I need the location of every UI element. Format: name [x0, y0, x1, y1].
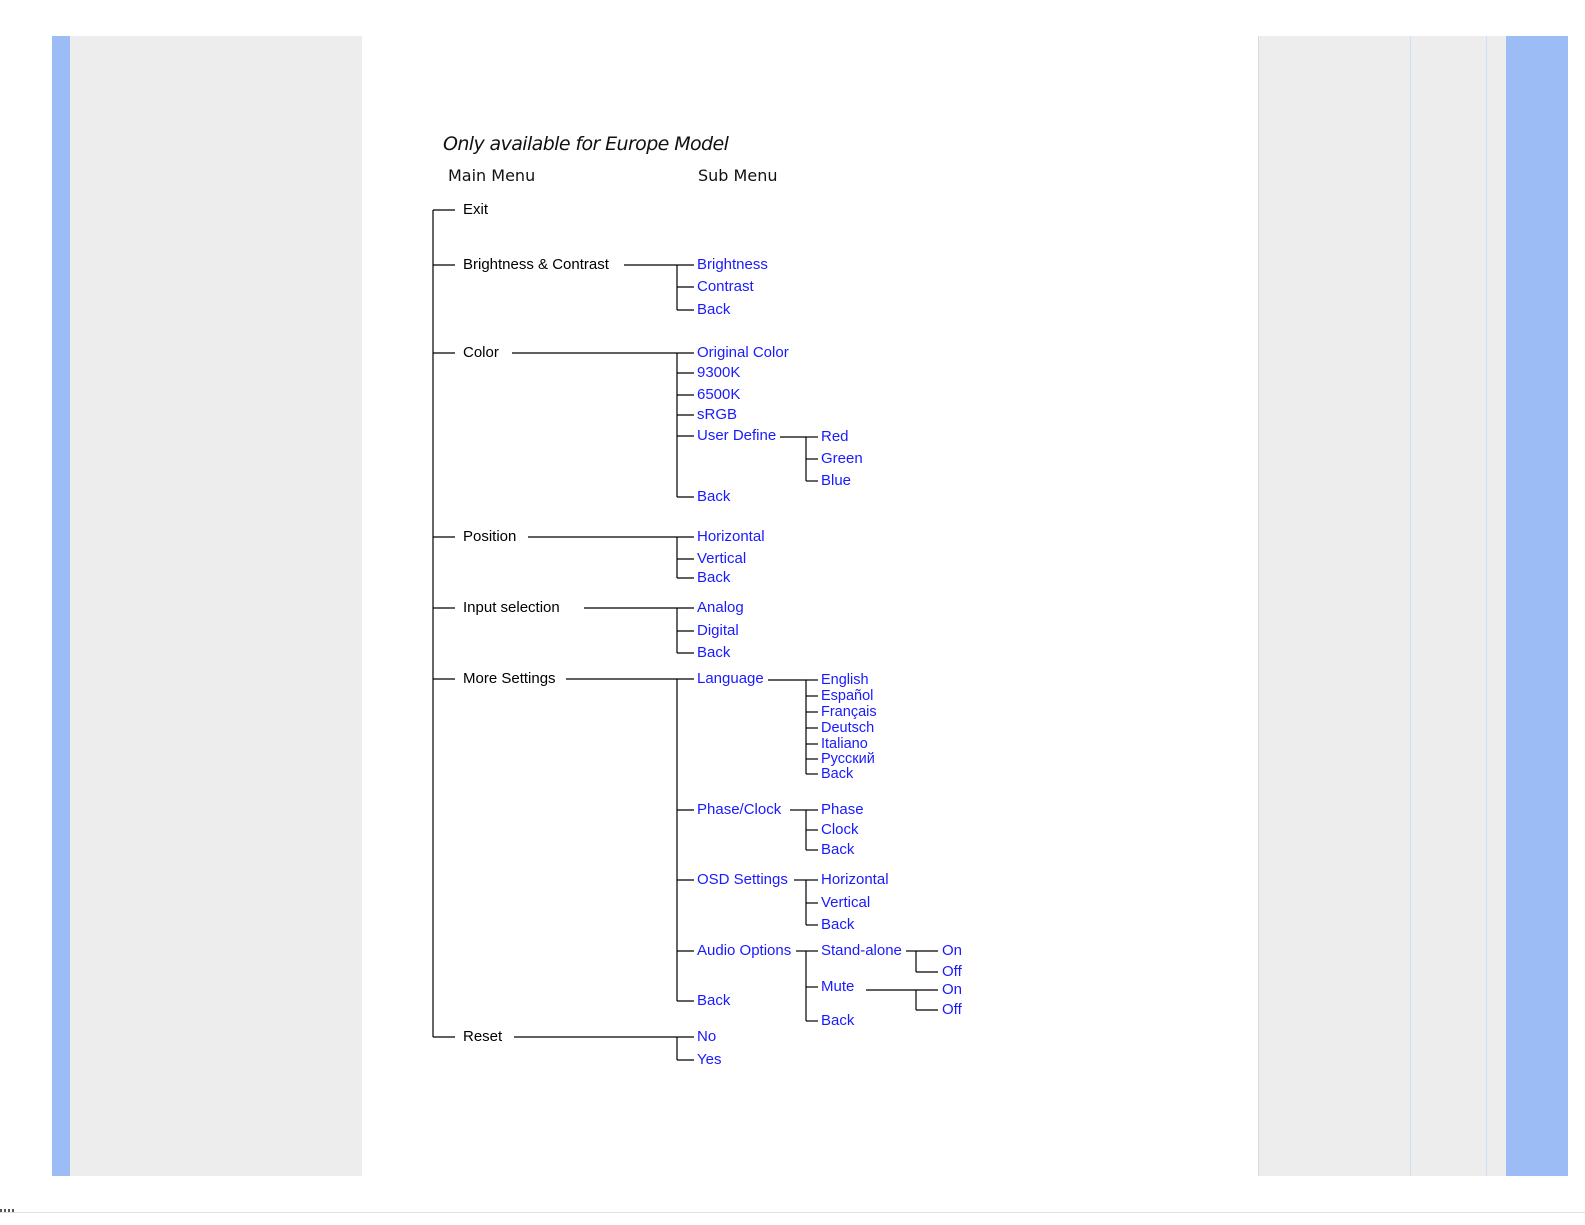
- subsub-item-back: Back: [821, 766, 854, 782]
- sub-item-brightness: Brightness: [697, 256, 768, 273]
- sub-item-back: Back: [697, 992, 731, 1009]
- option-item-on: On: [942, 942, 963, 959]
- subsub-item-deutsch: Deutsch: [821, 720, 875, 736]
- subsub-item-back: Back: [821, 1012, 855, 1029]
- sub-item-vertical: Vertical: [697, 550, 747, 567]
- main-item-input-selection: Input selection: [463, 599, 560, 616]
- subsub-item-blue: Blue: [821, 472, 852, 489]
- sub-item-contrast: Contrast: [697, 278, 754, 295]
- subsub-item-phase: Phase: [821, 801, 864, 818]
- subsub-item-stand-alone: Stand-alone: [821, 942, 902, 959]
- main-item-reset: Reset: [463, 1028, 503, 1045]
- subsub-item-back: Back: [821, 916, 855, 933]
- subsub-item-item: Русский: [821, 751, 875, 767]
- option-item-on: On: [942, 981, 963, 998]
- main-item-exit: Exit: [463, 201, 489, 218]
- subsub-item-horizontal: Horizontal: [821, 871, 889, 888]
- sub-item-original-color: Original Color: [697, 344, 789, 361]
- main-menu-header: Main Menu: [448, 166, 536, 185]
- sub-item-horizontal: Horizontal: [697, 528, 765, 545]
- sub-item-analog: Analog: [697, 599, 744, 616]
- option-item-off: Off: [942, 963, 962, 980]
- sub-item-back: Back: [697, 301, 731, 318]
- subsub-item-vertical: Vertical: [821, 894, 871, 911]
- sub-item-6500k: 6500K: [697, 386, 741, 403]
- subsub-item-espa-ol: Español: [821, 688, 874, 704]
- sub-item-language: Language: [697, 670, 764, 687]
- sub-item-back: Back: [697, 488, 731, 505]
- model-availability-note: Only available for Europe Model: [443, 133, 729, 155]
- subsub-item-back: Back: [821, 841, 855, 858]
- main-item-brightness-contrast: Brightness & Contrast: [463, 256, 609, 273]
- subsub-item-clock: Clock: [821, 821, 859, 838]
- sub-item-osd-settings: OSD Settings: [697, 871, 788, 888]
- option-item-off: Off: [942, 1001, 962, 1018]
- main-item-color: Color: [463, 344, 499, 361]
- sub-menu-header: Sub Menu: [698, 166, 778, 185]
- sub-item-phase-clock: Phase/Clock: [697, 801, 782, 818]
- subsub-item-english: English: [821, 672, 869, 688]
- subsub-item-mute: Mute: [821, 978, 855, 995]
- subsub-item-italiano: Italiano: [821, 736, 868, 752]
- subsub-item-red: Red: [821, 428, 849, 445]
- sub-item-digital: Digital: [697, 622, 739, 639]
- sub-item-no: No: [697, 1028, 717, 1045]
- sub-item-back: Back: [697, 569, 731, 586]
- subsub-item-green: Green: [821, 450, 863, 467]
- subsub-item-fran-ais: Français: [821, 704, 877, 720]
- sub-item-yes: Yes: [697, 1051, 722, 1068]
- sub-item-srgb: sRGB: [697, 406, 738, 423]
- main-item-more-settings: More Settings: [463, 670, 556, 687]
- sub-item-back: Back: [697, 644, 731, 661]
- sub-item-9300k: 9300K: [697, 364, 741, 381]
- sub-item-audio-options: Audio Options: [697, 942, 792, 959]
- sub-item-user-define: User Define: [697, 427, 777, 444]
- main-item-position: Position: [463, 528, 517, 545]
